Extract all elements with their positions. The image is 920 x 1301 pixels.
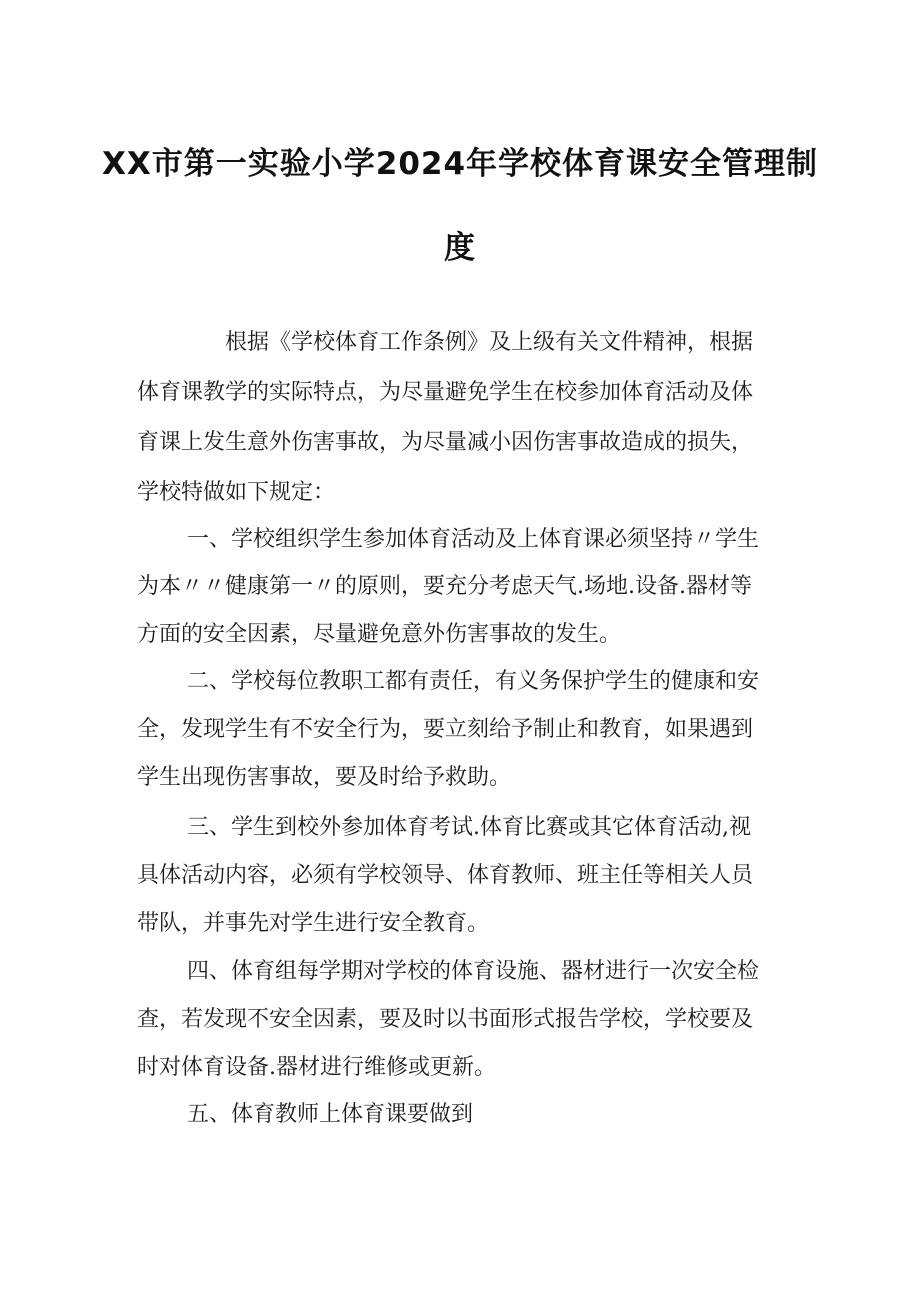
paragraph-line: 方面的安全因素，尽量避免意外伤害事故的发生。 — [137, 622, 622, 647]
paragraph-line: 全，发现学生有不安全行为，要立刻给予制止和教育，如果遇到 — [137, 717, 754, 742]
paragraph-line: 时对体育设备.器材进行维修或更新。 — [137, 1055, 496, 1080]
paragraph-line: 三、学生到校外参加体育考试.体育比赛或其它体育活动,视 — [187, 815, 751, 840]
paragraph-line: 育课上发生意外伤害事故，为尽量减小因伤害事故造成的损失， — [137, 430, 754, 455]
paragraph-line: 体育课教学的实际特点，为尽量避免学生在校参加体育活动及体 — [137, 380, 754, 405]
paragraph-line: 一、学校组织学生参加体育活动及上体育课必须坚持〃学生 — [187, 527, 760, 552]
document-title-line2: 度 — [444, 230, 476, 266]
paragraph-line: 根据《学校体育工作条例》及上级有关文件精神，根据 — [225, 330, 754, 355]
paragraph-line: 二、学校每位教职工都有责任，有义务保护学生的健康和安 — [187, 669, 760, 694]
paragraph-line: 学校特做如下规定： — [137, 480, 336, 505]
paragraph-line: 四、体育组每学期对学校的体育设施、器材进行一次安全检 — [187, 959, 760, 984]
paragraph-line: 具体活动内容，必须有学校领导、体育教师、班主任等相关人员 — [137, 863, 754, 888]
document-title-line1: XX市第一实验小学2024年学校体育课安全管理制 — [101, 146, 819, 182]
paragraph-line: 查，若发现不安全因素，要及时以书面形式报告学校，学校要及 — [137, 1007, 754, 1032]
paragraph-line: 带队，并事先对学生进行安全教育。 — [137, 911, 490, 936]
paragraph-line: 五、体育教师上体育课要做到 — [187, 1102, 474, 1127]
paragraph-line: 为本〃〃健康第一〃的原则，要充分考虑天气.场地.设备.器材等 — [137, 574, 752, 599]
paragraph-line: 学生出现伤害事故，要及时给予救助。 — [137, 765, 512, 790]
